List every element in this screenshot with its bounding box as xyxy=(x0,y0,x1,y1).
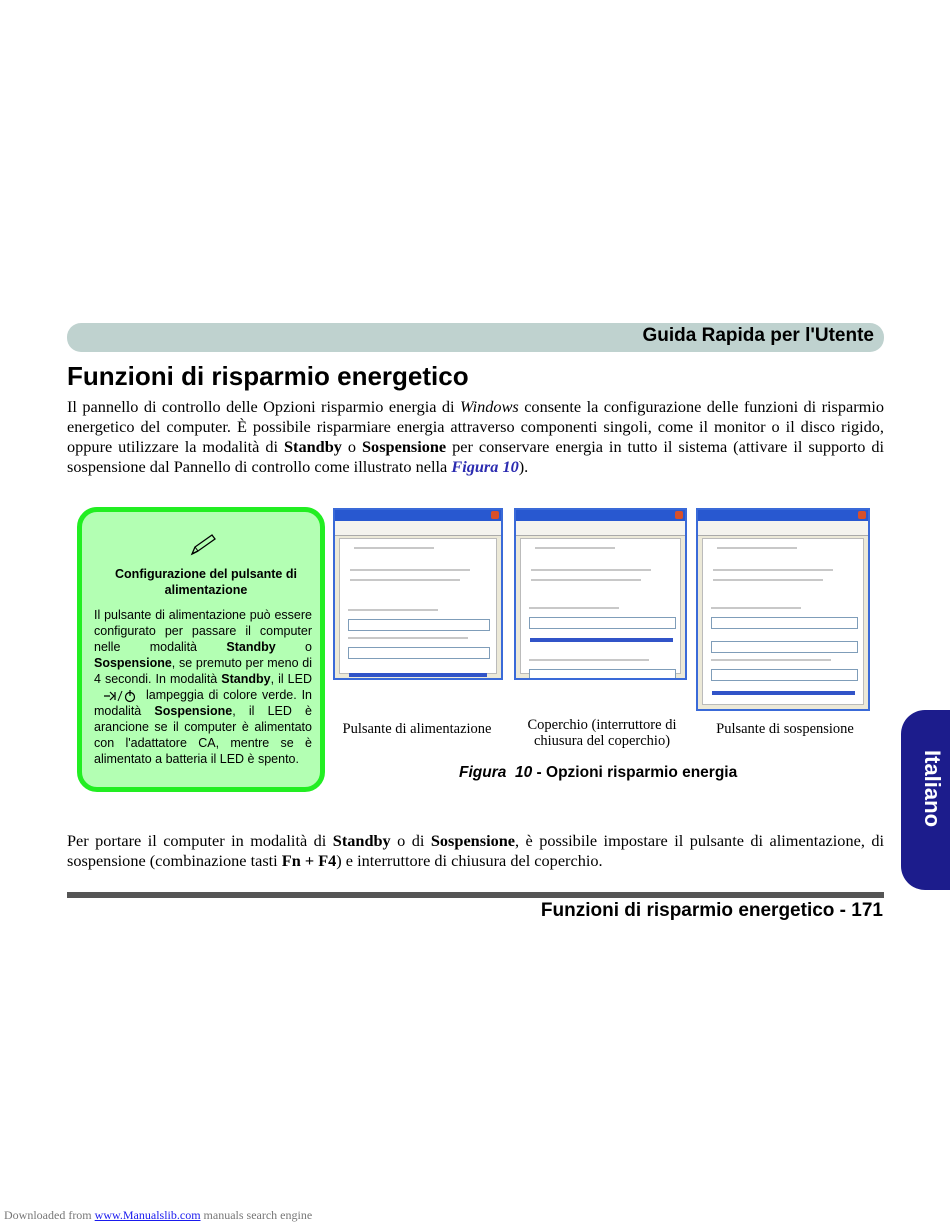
note-text-1: Il pulsante di alimentazione può essere configurato per passare il computer nelle modalità xyxy=(94,608,312,654)
note-text-5: lampeggia di colore verde. In modalità xyxy=(94,688,312,718)
page-title: Funzioni di risparmio energetico xyxy=(67,361,469,391)
window-titlebar xyxy=(698,510,868,521)
figure-caption xyxy=(459,764,737,782)
note-text-4: , il LED xyxy=(270,672,313,686)
download-suffix: manuals search engine xyxy=(200,1208,313,1222)
footer-title: Funzioni di risparmio energetico - 171 xyxy=(540,900,883,921)
window-tabs xyxy=(698,521,868,536)
download-prefix: Downloaded from xyxy=(4,1208,95,1222)
window-body xyxy=(339,538,497,674)
caption-power-button: Pulsante di alimentazione xyxy=(342,721,492,737)
standby-led-icon xyxy=(102,689,138,703)
header-title: Guida Rapida per l'Utente xyxy=(642,325,874,346)
screenshot-power-button xyxy=(333,508,503,680)
figure-link[interactable]: Figura 10 xyxy=(451,457,519,476)
close-icon xyxy=(858,511,866,519)
caption-sleep-button: Pulsante di sospensione xyxy=(716,721,854,737)
outro-keys: Fn + F4 xyxy=(281,851,337,870)
figure-text: - Opzioni risparmio energia xyxy=(532,764,738,781)
screenshot-sleep-button xyxy=(696,508,870,711)
window-body xyxy=(702,538,864,705)
outro-text-1: Per portare il computer in modalità di xyxy=(67,831,333,850)
outro-standby: Standby xyxy=(332,831,391,850)
intro-text-3: o xyxy=(341,437,362,456)
window-titlebar xyxy=(335,510,501,521)
outro-text-2: o di xyxy=(390,831,431,850)
outro-sospensione: Sospensione xyxy=(430,831,516,850)
download-note xyxy=(4,1208,312,1223)
note-text-2: o xyxy=(275,640,312,654)
caption-lid-switch: Coperchio (interruttore di chiusura del coperchio) xyxy=(527,717,677,749)
note-text xyxy=(94,607,312,767)
intro-text-5: ). xyxy=(518,457,529,476)
intro-windows: Windows xyxy=(459,397,519,416)
note-text-6: , il LED è arancione se il computer è alimentato con l'adattatore CA, mentre se è alimentato a batteria il LED è spento. xyxy=(94,704,312,766)
intro-text-2: consente la configurazione delle funzioni di risparmio energetico del computer. È possibile risparmiare energia attraverso componenti singoli, come il monitor o il disco rigido, oppure utilizzare la modalità di xyxy=(67,397,884,456)
note-sospensione-1: Sospensione xyxy=(94,656,172,670)
intro-sospensione: Sospensione xyxy=(362,437,447,456)
note-box xyxy=(77,507,325,792)
screenshot-lid-switch xyxy=(514,508,687,680)
outro-paragraph xyxy=(67,831,884,871)
figure-label: Figura xyxy=(459,764,507,781)
window-tabs xyxy=(335,521,501,536)
language-tab[interactable] xyxy=(901,710,950,890)
outro-text-3: , è possibile impostare il pulsante di alimentazione, di sospensione (combinazione tasti xyxy=(67,831,884,870)
window-titlebar xyxy=(516,510,685,521)
note-standby-2: Standby xyxy=(221,672,271,686)
note-text-3: , se premuto per meno di 4 secondi. In modalità xyxy=(94,656,312,686)
close-icon xyxy=(675,511,683,519)
download-link[interactable]: www.Manualslib.com xyxy=(94,1208,201,1222)
intro-standby: Standby xyxy=(283,437,342,456)
footer-rule xyxy=(67,892,884,898)
pen-icon xyxy=(188,532,218,558)
note-standby-1: Standby xyxy=(226,640,276,654)
close-icon xyxy=(491,511,499,519)
intro-text-1: Il pannello di controllo delle Opzioni risparmio energia di xyxy=(67,397,460,416)
figure-number: 10 xyxy=(515,764,533,781)
language-tab-label: Italiano xyxy=(920,750,945,828)
note-sospensione-2: Sospensione xyxy=(154,704,233,718)
intro-paragraph xyxy=(67,397,884,477)
note-title: Configurazione del pulsante di alimentazione xyxy=(115,567,297,597)
header-bar xyxy=(67,323,884,352)
window-body xyxy=(520,538,681,674)
window-tabs xyxy=(516,521,685,536)
outro-text-4: ) e interruttore di chiusura del coperchio. xyxy=(336,851,603,870)
intro-text-4: per conservare energia in tutto il sistema (attivare il supporto di sospensione dal Pannello di controllo come illustrato nella xyxy=(67,437,884,476)
